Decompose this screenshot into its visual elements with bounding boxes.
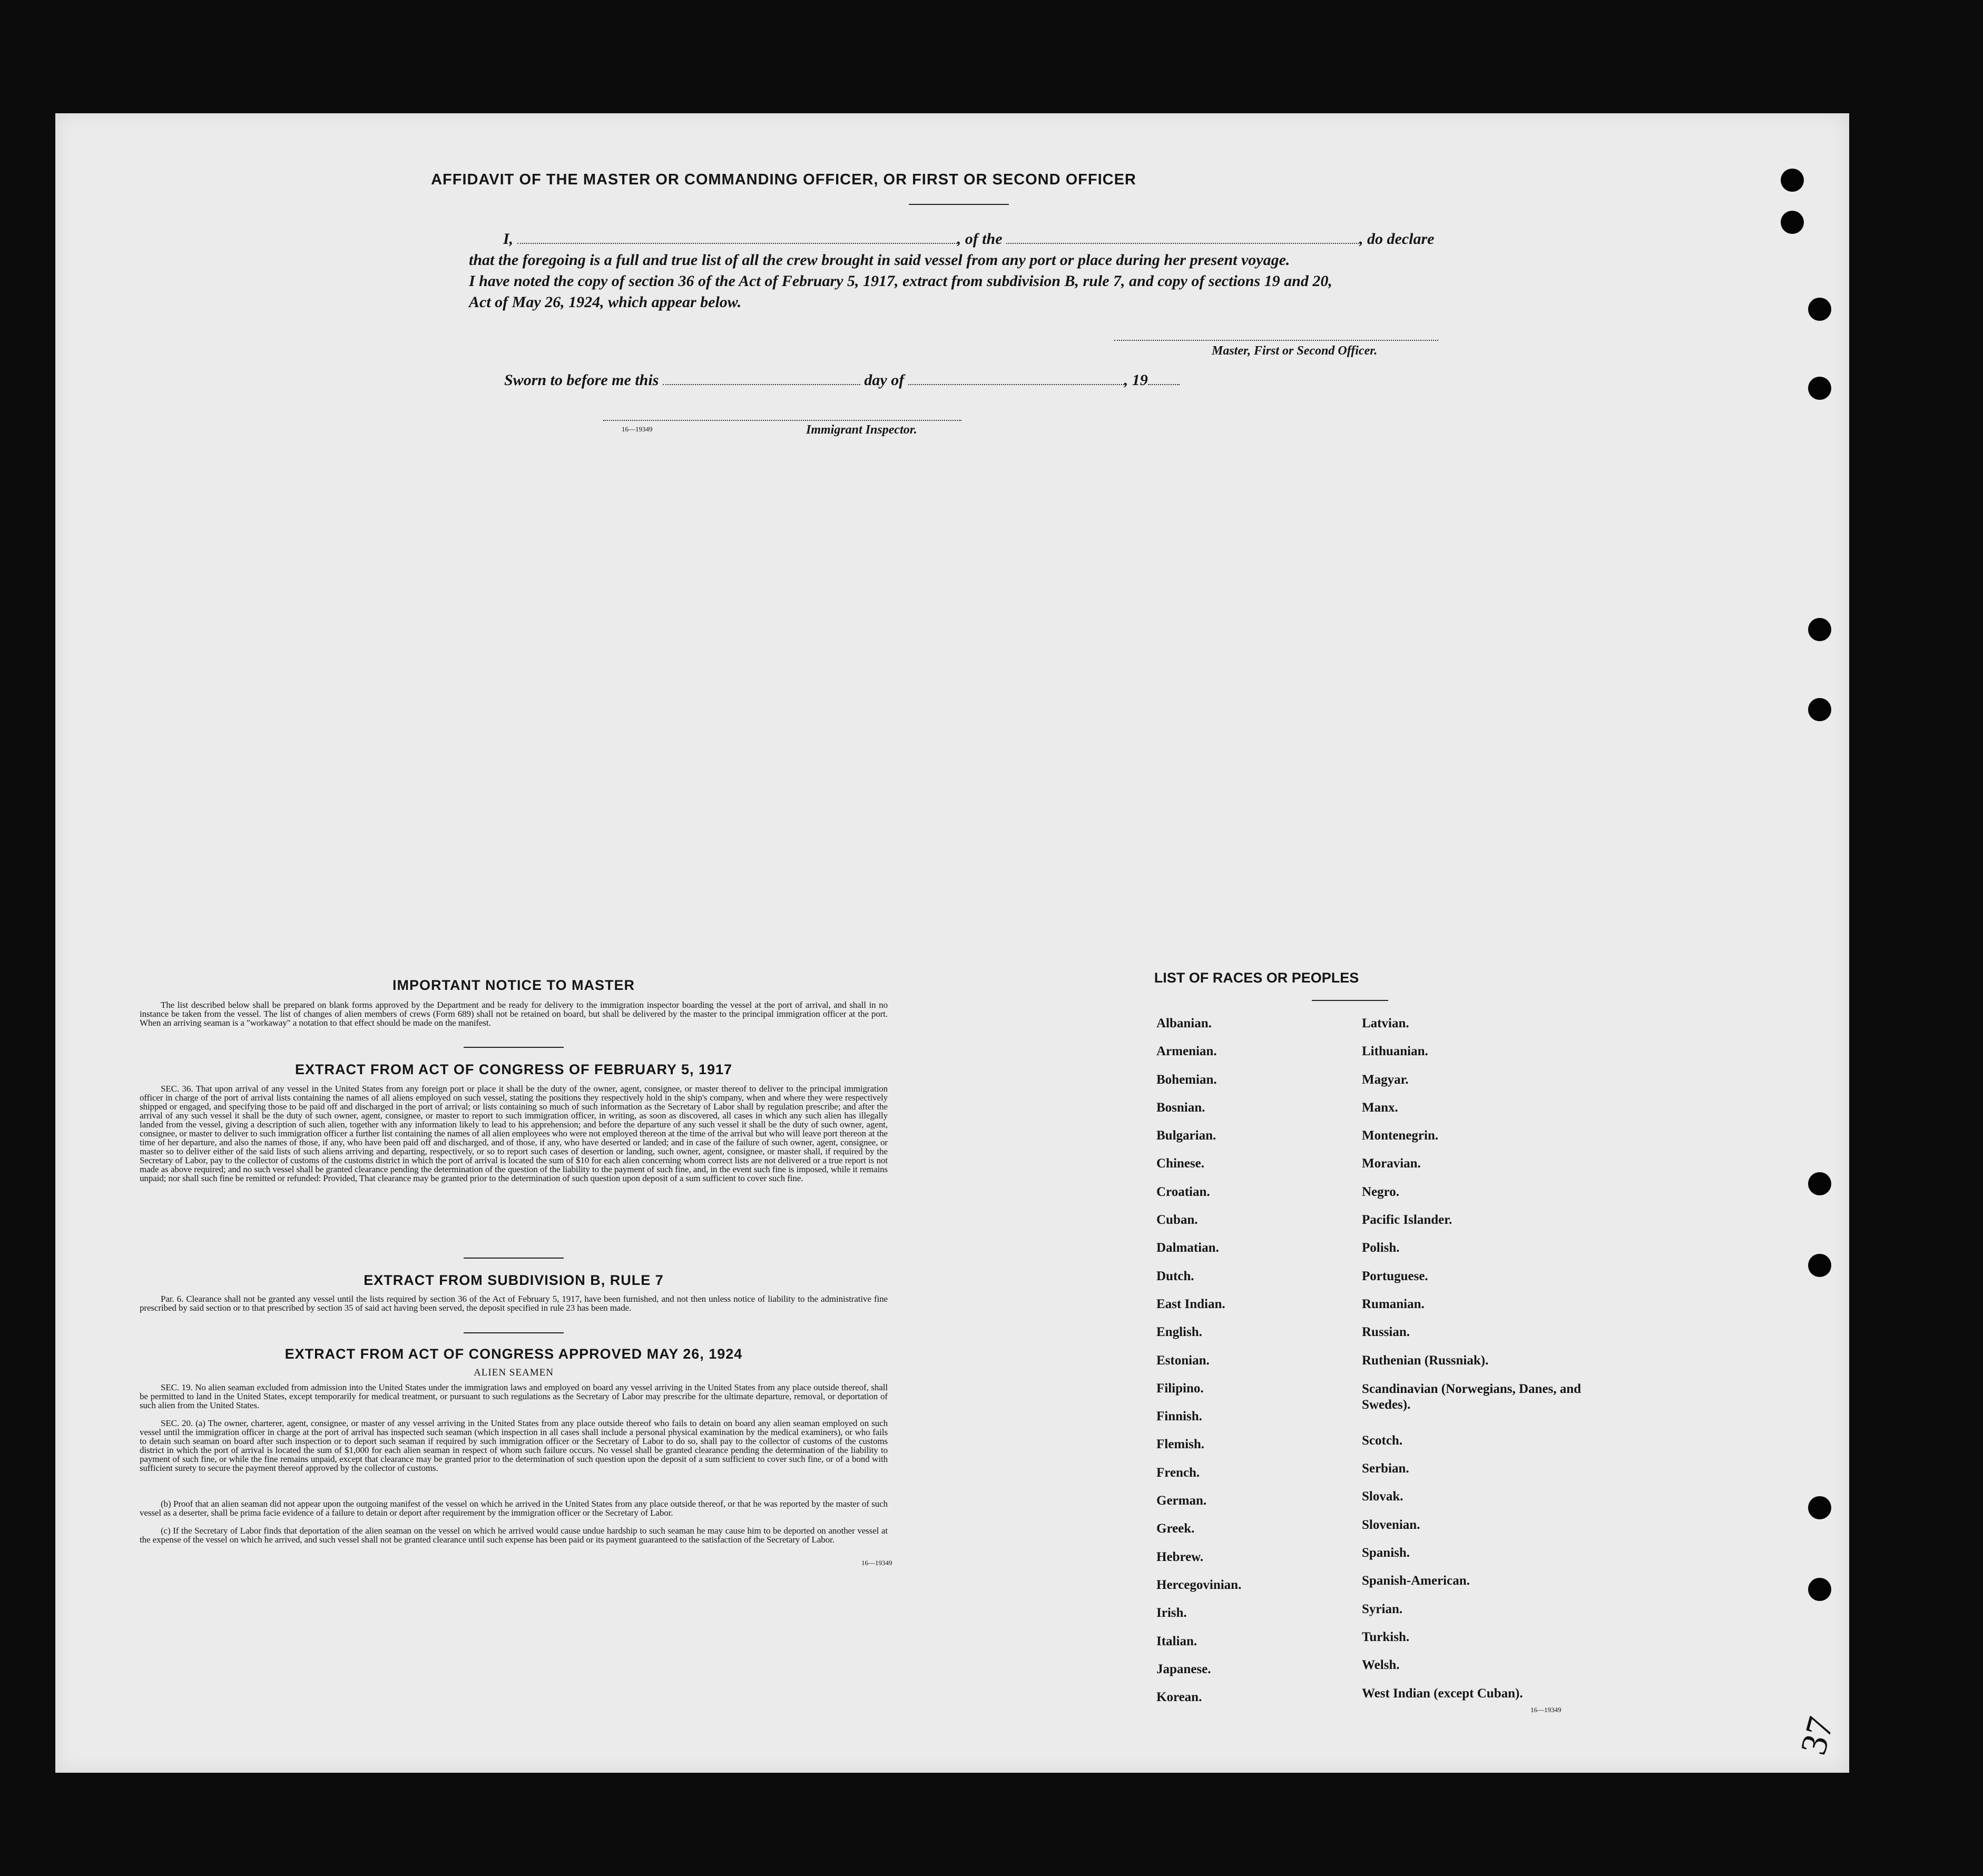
form-number: 16—19349 bbox=[622, 425, 653, 433]
race-item: Cuban. bbox=[1156, 1213, 1198, 1227]
race-item: Croatian. bbox=[1156, 1184, 1210, 1199]
notice-title: IMPORTANT NOTICE TO MASTER bbox=[392, 977, 635, 993]
race-item: English. bbox=[1156, 1325, 1202, 1340]
binder-hole bbox=[1808, 698, 1831, 721]
alien-seamen-subtitle: ALIEN SEAMEN bbox=[474, 1367, 554, 1378]
binder-hole bbox=[1808, 1496, 1831, 1519]
race-item: Greek. bbox=[1156, 1521, 1195, 1536]
races-left-column bbox=[1156, 1016, 1241, 1718]
title-divider bbox=[909, 204, 1009, 205]
race-item: Polish. bbox=[1362, 1241, 1400, 1255]
race-item: Negro. bbox=[1362, 1184, 1400, 1199]
race-item: Scandinavian (Norwegians, Danes, and Swedes). bbox=[1362, 1381, 1582, 1412]
race-item: Slovak. bbox=[1362, 1489, 1403, 1504]
rule7-text: Par. 6. Clearance shall not be granted any vessel until the lists required by section 36 of the Act of February 5, 1917, have been furnished, and not then unless notice of liability to the administrative fine prescribed by said section or to that prescribed by section 35 of said act having been served, the deposit specified in rule 23 has been made. bbox=[140, 1294, 888, 1313]
race-item: Portuguese. bbox=[1362, 1269, 1428, 1283]
race-item: Bulgarian. bbox=[1156, 1128, 1216, 1143]
race-item: French. bbox=[1156, 1465, 1200, 1480]
form-number: 16—19349 bbox=[861, 1559, 892, 1567]
race-item: Korean. bbox=[1156, 1690, 1202, 1705]
affidavit-line-2: that the foregoing is a full and true list of all the crew brought in said vessel from any port or place during her present voyage. bbox=[469, 251, 1290, 269]
name-field[interactable] bbox=[517, 230, 957, 244]
sworn-text: Sworn to before me this bbox=[504, 371, 659, 389]
divider bbox=[464, 1258, 564, 1259]
race-item: Flemish. bbox=[1156, 1437, 1204, 1452]
sworn-line bbox=[504, 371, 1180, 389]
race-item: Magyar. bbox=[1362, 1072, 1409, 1087]
race-item: Hebrew. bbox=[1156, 1549, 1204, 1564]
affidavit-of-the: , of the bbox=[957, 230, 1003, 248]
race-item: Dalmatian. bbox=[1156, 1241, 1219, 1255]
vessel-field[interactable] bbox=[1006, 230, 1359, 244]
race-item: Finnish. bbox=[1156, 1409, 1202, 1424]
race-item: Bosnian. bbox=[1156, 1100, 1205, 1115]
race-item: Serbian. bbox=[1362, 1461, 1409, 1476]
race-item: Pacific Islander. bbox=[1362, 1213, 1452, 1227]
notice-text: The list described below shall be prepared on blank forms approved by the Department and be ready for delivery to the immigration inspector boarding the vessel at the port of arrival, and shall in no instance be taken from the vessel. The list of changes of alien members of crews (Form 689) shall not be retained on board, but shall be delivered by the master to the principal immigration officer at the port. When an arriving seaman is a "workaway" a notation to that effect should be made on the manifest. bbox=[140, 1000, 888, 1028]
race-item: Montenegrin. bbox=[1362, 1128, 1439, 1143]
day-of-text: day of bbox=[864, 371, 905, 389]
race-item: Filipino. bbox=[1156, 1381, 1204, 1396]
divider bbox=[464, 1332, 564, 1333]
race-item: Japanese. bbox=[1156, 1662, 1211, 1676]
form-number: 16—19349 bbox=[1530, 1706, 1562, 1714]
affidavit-declare: , do declare bbox=[1359, 230, 1435, 248]
binder-hole bbox=[1808, 377, 1831, 400]
binder-hole bbox=[1808, 1254, 1831, 1277]
extract-1917-title: EXTRACT FROM ACT OF CONGRESS OF FEBRUARY 5, 1917 bbox=[294, 1062, 733, 1077]
race-item: Hercegovinian. bbox=[1156, 1577, 1242, 1592]
affidavit-i: I, bbox=[503, 230, 514, 248]
races-title: LIST OF RACES OR PEOPLES bbox=[1154, 970, 1359, 986]
sworn-day-field[interactable] bbox=[663, 371, 860, 385]
race-item: East Indian. bbox=[1156, 1296, 1225, 1311]
race-item: Chinese. bbox=[1156, 1156, 1204, 1171]
divider bbox=[1312, 1000, 1388, 1001]
divider bbox=[464, 1047, 564, 1048]
sec20c-text: (c) If the Secretary of Labor finds that deportation of the alien seaman on the vessel on which he arrived would cause undue hardship to such seaman he may cause him to be deported on another vessel at the expense of the vessel on which he arrived, and such vessel shall not be granted clearance until such expense has been paid or its payment guaranteed to the satisfaction of the Secretary of Labor. bbox=[140, 1526, 888, 1545]
race-item: Italian. bbox=[1156, 1634, 1197, 1648]
race-item: Moravian. bbox=[1362, 1156, 1421, 1171]
extract-1917-text: SEC. 36. That upon arrival of any vessel in the United States from any foreign port or place it shall be the duty of the owner, agent, consignee, or master thereof to deliver to the principal immigration officer in charge of the port of arrival lists containing the names of all aliens employed on such vessel, stating the positions they respectively hold in the ship's company, when and where they were respectively shipped or engaged, and specifying those to be paid off and discharged in the port of arrival; or lists containing so much of such information as the Secretary of Labor shall by regulation prescribe; and after the arrival of any such vessel it shall be the duty of such owner, agent, consignee, or master to report to such immigration officer, in writing, as soon as discovered, all cases in which any such alien has illegally landed from the vessel, giving a description of such alien, together with any information likely to lead to his apprehension; and before the departure of any such vessel it shall be the duty of such owner, agent, consignee, or master to deliver to such immigration officer a further list containing the names of all alien employees who were not employed thereon at the time of the arrival but who will leave port thereon at the time of her departure, and also the names of those, if any, who have been paid off and discharged, and of those, if any, who have deserted or landed; and in case of the failure of such owner, agent, consignee, or master so to deliver either of the said lists of such aliens arriving and departing, respectively, or so to report such cases of desertion or landing, such owner, agent, consignee, or master shall, if required by the Secretary of Labor, pay to the collector of customs of the customs district in which the port of arrival is located the sum of $10 for each alien concerning whom correct lists are not delivered or a true report is not made as above required; and no such vessel shall be granted clearance pending the determination of the question of the liability to the payment of such fine, and, in the event such fine is imposed, while it remains unpaid; nor shall such fine be remitted or refunded: Provided, That clearance may be granted prior to the determination of such question upon deposit of a sum sufficient to cover such fine. bbox=[140, 1084, 888, 1183]
race-item: Latvian. bbox=[1362, 1016, 1409, 1030]
binder-hole bbox=[1808, 298, 1831, 321]
binder-hole bbox=[1808, 1172, 1831, 1195]
race-item: Turkish. bbox=[1362, 1629, 1410, 1644]
race-item: Manx. bbox=[1362, 1100, 1398, 1115]
race-item: Lithuanian. bbox=[1362, 1044, 1428, 1059]
race-item: Albanian. bbox=[1156, 1016, 1212, 1030]
races-right-column bbox=[1362, 1016, 1588, 1714]
sworn-year-field[interactable] bbox=[1148, 371, 1180, 385]
race-item: Bohemian. bbox=[1156, 1072, 1217, 1087]
race-item: Rumanian. bbox=[1362, 1296, 1425, 1311]
binder-hole bbox=[1781, 169, 1804, 192]
race-item: Irish. bbox=[1156, 1606, 1187, 1620]
race-item: Spanish. bbox=[1362, 1546, 1410, 1560]
sec19-text: SEC. 19. No alien seaman excluded from admission into the United States under the immigration laws and employed on board any vessel arriving in the United States from any place outside thereof, shall be permitted to land in the United States, except temporarily for medical treatment, or pursuant to such regulations as the Secretary of Labor may prescribe for the ultimate departure, removal, or deportation of such alien from the United States. bbox=[140, 1382, 888, 1410]
binder-hole bbox=[1781, 211, 1804, 234]
sec20a-text: SEC. 20. (a) The owner, charterer, agent, consignee, or master of any vessel arriving in the United States from any place outside thereof who fails to detain on board any alien seaman employed on such vessel until the immigration officer in charge at the port of arrival has inspected such seaman (which inspection in all cases shall include a personal physical examination by the medical examiners), or who fails to detain such seaman on board after such inspection or to deport such seaman if required by such immigration officer or the Secretary of Labor to do so, shall pay to the collector of customs of the customs district in which the port of arrival is located the sum of $1,000 for each alien seaman in respect of whom such failure occurs. No vessel shall be granted clearance pending the determination of the liability to payment of such fine, or while the fine remains unpaid, except that clearance may be granted prior to the determination of such question upon the deposit of a sum sufficient to cover such fine, or of a bond with sufficient surety to secure the payment thereof approved by the collector of customs. bbox=[140, 1418, 888, 1473]
affidavit-line-1 bbox=[503, 230, 1434, 248]
binder-hole bbox=[1808, 1578, 1831, 1601]
race-item: Spanish-American. bbox=[1362, 1574, 1470, 1588]
race-item: Ruthenian (Russniak). bbox=[1362, 1353, 1489, 1368]
race-item: West Indian (except Cuban). bbox=[1362, 1686, 1523, 1701]
affidavit-line-4: Act of May 26, 1924, which appear below. bbox=[469, 293, 742, 311]
year-text: , 19 bbox=[1124, 371, 1148, 389]
affidavit-line-3: I have noted the copy of section 36 of the Act of February 5, 1917, extract from subdivision B, rule 7, and copy of sections 19 and 20, bbox=[469, 272, 1332, 290]
race-item: Russian. bbox=[1362, 1325, 1410, 1340]
race-item: Slovenian. bbox=[1362, 1517, 1420, 1532]
binder-hole bbox=[1808, 618, 1831, 641]
sworn-month-field[interactable] bbox=[908, 371, 1124, 385]
affidavit-title: AFFIDAVIT OF THE MASTER OR COMMANDING OFFICER, OR FIRST OR SECOND OFFICER bbox=[431, 171, 1136, 188]
form-sheet bbox=[55, 113, 1849, 1773]
race-item: Armenian. bbox=[1156, 1044, 1217, 1059]
race-item: German. bbox=[1156, 1494, 1207, 1508]
race-item: Scotch. bbox=[1362, 1433, 1403, 1448]
race-item: Syrian. bbox=[1362, 1602, 1403, 1616]
handwritten-page-number: 37 bbox=[1793, 1713, 1842, 1759]
extract-1924-title: EXTRACT FROM ACT OF CONGRESS APPROVED MAY 26, 1924 bbox=[284, 1346, 743, 1362]
sec20b-text: (b) Proof that an alien seaman did not appear upon the outgoing manifest of the vessel on which he arrived in the United States from any place outside thereof, or that he was reported by the master of such vessel as a deserter, shall be prima facie evidence of a failure to detain or deport after requirement by the immigration officer or the Secretary of Labor. bbox=[140, 1499, 888, 1518]
rule7-title: EXTRACT FROM SUBDIVISION B, RULE 7 bbox=[364, 1272, 664, 1288]
race-item: Estonian. bbox=[1156, 1353, 1210, 1368]
race-item: Dutch. bbox=[1156, 1269, 1194, 1283]
inspector-line[interactable] bbox=[603, 420, 961, 421]
inspector-label: Immigrant Inspector. bbox=[806, 423, 917, 437]
race-item: Welsh. bbox=[1362, 1658, 1400, 1673]
signature-line[interactable] bbox=[1114, 340, 1438, 341]
signature-label: Master, First or Second Officer. bbox=[1212, 344, 1378, 358]
